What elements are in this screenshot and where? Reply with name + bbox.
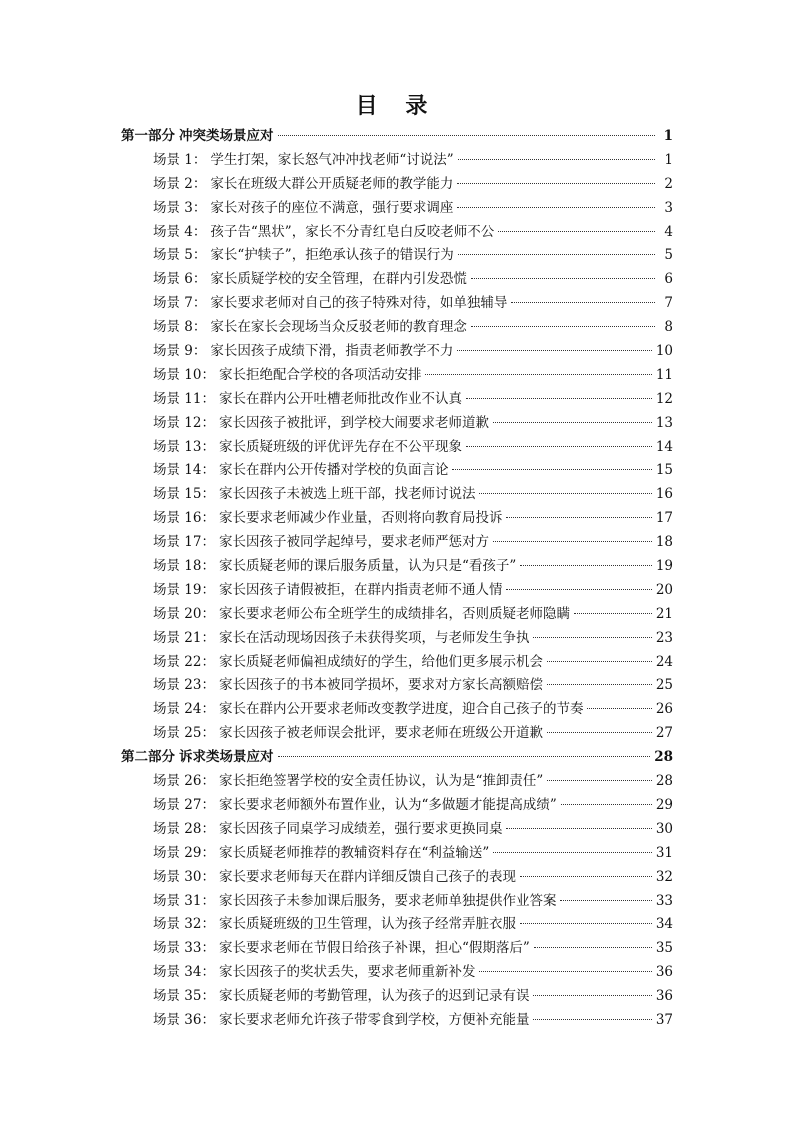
toc-scene-entry[interactable]: [121, 698, 673, 722]
dot-leader: [587, 708, 651, 709]
toc-page-number: 36: [655, 964, 673, 981]
toc-scene-label: 场景 22：: [153, 653, 215, 670]
toc-scene-label: 场景 35：: [153, 988, 215, 1005]
toc-scene-entry[interactable]: [121, 770, 673, 794]
toc-scene-entry[interactable]: [121, 818, 673, 842]
toc-scene-label: 场景 24：: [153, 701, 215, 718]
toc-entry-title: 家长因孩子同桌学习成绩差，强行要求更换同桌: [218, 820, 503, 837]
toc-entry-title: 家长质疑老师的课后服务质量，认为只是“看孩子”: [218, 558, 517, 575]
toc-scene-entry[interactable]: [121, 937, 673, 961]
toc-page-number: 28: [654, 749, 673, 766]
toc-entry-title: 家长在群内公开要求老师改变教学进度，迎合自己孩子的节奏: [218, 701, 584, 718]
dot-leader: [547, 661, 652, 662]
dot-leader: [533, 995, 651, 996]
toc-page-number: 35: [655, 940, 673, 957]
toc-page-number: 10: [655, 343, 673, 360]
toc-entry-title: 家长拒绝签署学校的安全责任协议，认为是“推卸责任”: [218, 773, 544, 790]
toc-part-entry[interactable]: [121, 746, 673, 770]
toc-entry-title: 家长因孩子被同学起绰号，要求老师严惩对方: [218, 534, 489, 551]
toc-scene-entry[interactable]: [121, 651, 673, 675]
dot-leader: [425, 374, 651, 375]
dot-leader: [471, 326, 655, 327]
toc-entry-title: 学生打架，家长怒气冲冲找老师“讨说法”: [210, 151, 454, 168]
toc-scene-entry[interactable]: [121, 794, 673, 818]
dot-leader: [498, 231, 655, 232]
dot-leader: [493, 422, 652, 423]
toc-scene-label: 场景 6：: [153, 271, 207, 288]
dot-leader: [493, 852, 652, 853]
toc-entry-title: 家长质疑班级的卫生管理，认为孩子经常弄脏衣服: [218, 916, 516, 933]
toc-scene-entry[interactable]: [121, 913, 673, 937]
toc-scene-entry[interactable]: [121, 149, 673, 173]
toc-entry-title: 家长要求老师在节假日给孩子补课，担心“假期落后”: [218, 940, 530, 957]
toc-page-number: 26: [655, 701, 673, 718]
toc-page-number: 11: [655, 366, 673, 383]
toc-entry-title: 诉求类场景应对: [179, 749, 274, 766]
toc-page-number: 28: [655, 773, 673, 790]
toc-page-number: 17: [655, 510, 673, 527]
dot-leader: [574, 613, 652, 614]
toc-page-number: 27: [655, 725, 673, 742]
toc-entry-title: 家长质疑老师的考勤管理，认为孩子的迟到记录有误: [218, 988, 530, 1005]
toc-part-entry[interactable]: [121, 125, 673, 149]
dot-leader: [534, 947, 652, 948]
toc-page-number: 6: [664, 271, 673, 288]
toc-scene-label: 场景 19：: [153, 581, 215, 598]
toc-scene-entry[interactable]: [121, 197, 673, 221]
toc-scene-entry[interactable]: [121, 842, 673, 866]
toc-scene-label: 场景 25：: [153, 725, 215, 742]
toc-scene-label: 场景 18：: [153, 558, 215, 575]
toc-page-number: 3: [664, 199, 673, 216]
toc-scene-entry[interactable]: [121, 459, 673, 483]
toc-page-number: 2: [664, 175, 673, 192]
toc-entry-title: 家长质疑老师推荐的教辅资料存在“利益输送”: [218, 844, 490, 861]
dot-leader: [466, 446, 652, 447]
toc-scene-label: 场景 30：: [153, 868, 215, 885]
toc-scene-label: 场景 31：: [153, 892, 215, 909]
toc-scene-entry[interactable]: [121, 961, 673, 985]
dot-leader: [457, 207, 655, 208]
toc-page-number: 1: [663, 128, 673, 144]
toc-entry-title: 冲突类场景应对: [179, 128, 274, 144]
toc-scene-label: 场景 15：: [153, 486, 215, 503]
toc-scene-label: 场景 17：: [153, 534, 215, 551]
toc-page-number: 4: [664, 223, 673, 240]
toc-scene-entry[interactable]: [121, 579, 673, 603]
dot-leader: [458, 254, 655, 255]
dot-leader: [457, 350, 651, 351]
toc-entry-title: 家长要求老师允许孩子带零食到学校，方便补充能量: [218, 1011, 530, 1028]
toc-page-number: 24: [655, 653, 673, 670]
toc-scene-entry[interactable]: [121, 531, 673, 555]
toc-scene-entry[interactable]: [121, 173, 673, 197]
toc-page-number: 16: [655, 486, 673, 503]
toc-scene-label: 场景 5：: [153, 247, 207, 264]
toc-entry-title: 家长因孩子的奖状丢失，要求老师重新补发: [218, 964, 476, 981]
toc-page-number: 37: [655, 1011, 673, 1028]
toc-scene-entry[interactable]: [121, 221, 673, 245]
toc-entry-title: 孩子告“黑状”，家长不分青红皂白反咬老师不公: [210, 223, 495, 240]
toc-scene-label: 场景 16：: [153, 510, 215, 527]
toc-entry-title: 家长因孩子请假被拒，在群内指责老师不通人情: [218, 581, 503, 598]
toc-scene-label: 场景 29：: [153, 844, 215, 861]
toc-page-number: 30: [655, 820, 673, 837]
toc-page-number: 34: [655, 916, 673, 933]
toc-scene-label: 场景 9：: [153, 343, 207, 360]
toc-entry-title: 家长质疑学校的安全管理，在群内引发恐慌: [210, 271, 467, 288]
toc-page-number: 20: [655, 581, 673, 598]
toc-scene-label: 场景 20：: [153, 605, 215, 622]
toc-entry-title: 家长在家长会现场当众反驳老师的教育理念: [210, 319, 467, 336]
dot-leader: [533, 637, 651, 638]
toc-entry-title: 家长因孩子成绩下滑，指责老师教学不力: [210, 343, 454, 360]
toc-scene-label: 场景 8：: [153, 319, 207, 336]
toc-scene-entry[interactable]: [121, 890, 673, 914]
toc-part-label: 第二部分: [121, 749, 175, 766]
dot-leader: [506, 828, 651, 829]
toc-scene-label: 场景 7：: [153, 295, 207, 312]
toc-scene-entry[interactable]: [121, 627, 673, 651]
toc-page-number: 12: [655, 390, 673, 407]
toc-entry-title: 家长质疑班级的评优评先存在不公平现象: [218, 438, 462, 455]
dot-leader: [520, 876, 652, 877]
toc-scene-label: 场景 4：: [153, 223, 207, 240]
toc-page-number: 29: [655, 796, 673, 813]
dot-leader: [520, 923, 652, 924]
dot-leader: [278, 756, 651, 757]
toc-scene-entry[interactable]: [121, 436, 673, 460]
toc-page-number: 7: [664, 295, 673, 312]
toc-page-number: 8: [664, 319, 673, 336]
toc-scene-entry[interactable]: [121, 268, 673, 292]
toc-page-number: 5: [664, 247, 673, 264]
toc-entry-title: 家长“护犊子”，拒绝承认孩子的错误行为: [210, 247, 454, 264]
dot-leader: [560, 900, 651, 901]
toc-entry-title: 家长要求老师每天在群内详细反馈自己孩子的表现: [218, 868, 516, 885]
dot-leader: [547, 684, 652, 685]
dot-leader: [506, 589, 651, 590]
toc-entry-title: 家长在群内公开传播对学校的负面言论: [218, 462, 449, 479]
toc-scene-label: 场景 36：: [153, 1011, 215, 1028]
toc-entry-title: 家长要求老师减少作业量，否则将向教育局投诉: [218, 510, 503, 527]
toc-entry-title: 家长因孩子被老师误会批评，要求老师在班级公开道歉: [218, 725, 543, 742]
toc-scene-label: 场景 21：: [153, 629, 215, 646]
toc-scene-entry[interactable]: [121, 364, 673, 388]
dot-leader: [561, 804, 652, 805]
toc-scene-label: 场景 10：: [153, 366, 215, 383]
toc-entry-title: 家长因孩子的书本被同学损坏，要求对方家长高额赔偿: [218, 677, 543, 694]
toc-page-number: 23: [655, 629, 673, 646]
toc-page-number: 13: [655, 414, 673, 431]
toc-scene-entry[interactable]: [121, 340, 673, 364]
dot-leader: [506, 517, 651, 518]
toc-scene-label: 场景 34：: [153, 964, 215, 981]
toc-entry-title: 家长要求老师额外布置作业，认为“多做题才能提高成绩”: [218, 796, 557, 813]
toc-entry-title: 家长因孩子未参加课后服务，要求老师单独提供作业答案: [218, 892, 557, 909]
toc-scene-entry[interactable]: [121, 1009, 673, 1033]
dot-leader: [278, 135, 656, 136]
toc-entry-title: 家长要求老师对自己的孩子特殊对待，如单独辅导: [210, 295, 508, 312]
toc-scene-label: 场景 28：: [153, 820, 215, 837]
toc-scene-entry[interactable]: [121, 316, 673, 340]
dot-leader: [547, 780, 652, 781]
toc-scene-label: 场景 13：: [153, 438, 215, 455]
toc-scene-label: 场景 11：: [153, 390, 215, 407]
toc-scene-label: 场景 27：: [153, 796, 215, 813]
toc-entry-title: 家长在群内公开吐槽老师批改作业不认真: [218, 390, 462, 407]
toc-entry-title: 家长质疑老师偏袒成绩好的学生，给他们更多展示机会: [218, 653, 543, 670]
toc-scene-entry[interactable]: [121, 244, 673, 268]
toc-page-number: 25: [655, 677, 673, 694]
toc-scene-entry[interactable]: [121, 507, 673, 531]
toc-scene-label: 场景 1：: [153, 151, 207, 168]
toc-scene-label: 场景 3：: [153, 199, 207, 216]
dot-leader: [457, 183, 655, 184]
toc-part-label: 第一部分: [121, 128, 175, 144]
toc-scene-entry[interactable]: [121, 292, 673, 316]
toc-scene-entry[interactable]: [121, 722, 673, 746]
toc-page-number: 32: [655, 868, 673, 885]
dot-leader: [520, 565, 652, 566]
dot-leader: [493, 541, 652, 542]
dot-leader: [479, 493, 651, 494]
toc-scene-entry[interactable]: [121, 603, 673, 627]
toc-page-number: 21: [655, 605, 673, 622]
toc-page-number: 36: [655, 988, 673, 1005]
dot-leader: [533, 1019, 651, 1020]
toc-scene-entry[interactable]: [121, 483, 673, 507]
toc-scene-entry[interactable]: [121, 985, 673, 1009]
toc-scene-label: 场景 23：: [153, 677, 215, 694]
toc-page-number: 33: [655, 892, 673, 909]
toc-page-number: 15: [655, 462, 673, 479]
toc-scene-entry[interactable]: [121, 674, 673, 698]
dot-leader: [458, 159, 655, 160]
toc-scene-label: 场景 2：: [153, 175, 207, 192]
toc-entry-title: 家长因孩子未被选上班干部，找老师讨说法: [218, 486, 476, 503]
toc-scene-entry[interactable]: [121, 388, 673, 412]
toc-entry-title: 家长要求老师公布全班学生的成绩排名，否则质疑老师隐瞒: [218, 605, 570, 622]
toc-entry-title: 家长在班级大群公开质疑老师的教学能力: [210, 175, 454, 192]
toc-page-number: 14: [655, 438, 673, 455]
toc-page-number: 19: [655, 558, 673, 575]
dot-leader: [452, 469, 651, 470]
page-title: 目 录: [355, 93, 438, 119]
toc-entry-title: 家长因孩子被批评，到学校大闹要求老师道歉: [218, 414, 489, 431]
table-of-contents: [121, 125, 673, 1033]
toc-scene-label: 场景 14：: [153, 462, 215, 479]
toc-page-number: 18: [655, 534, 673, 551]
dot-leader: [547, 732, 652, 733]
toc-page-number: 1: [664, 151, 673, 168]
dot-leader: [511, 302, 655, 303]
dot-leader: [466, 398, 652, 399]
dot-leader: [471, 278, 655, 279]
toc-scene-entry[interactable]: [121, 412, 673, 436]
toc-entry-title: 家长拒绝配合学校的各项活动安排: [218, 366, 422, 383]
toc-scene-label: 场景 26：: [153, 773, 215, 790]
toc-scene-label: 场景 32：: [153, 916, 215, 933]
toc-scene-label: 场景 33：: [153, 940, 215, 957]
toc-entry-title: 家长在活动现场因孩子未获得奖项，与老师发生争执: [218, 629, 530, 646]
toc-page-number: 31: [655, 844, 673, 861]
dot-leader: [479, 971, 651, 972]
toc-scene-entry[interactable]: [121, 555, 673, 579]
toc-entry-title: 家长对孩子的座位不满意，强行要求调座: [210, 199, 454, 216]
toc-scene-label: 场景 12：: [153, 414, 215, 431]
toc-scene-entry[interactable]: [121, 866, 673, 890]
